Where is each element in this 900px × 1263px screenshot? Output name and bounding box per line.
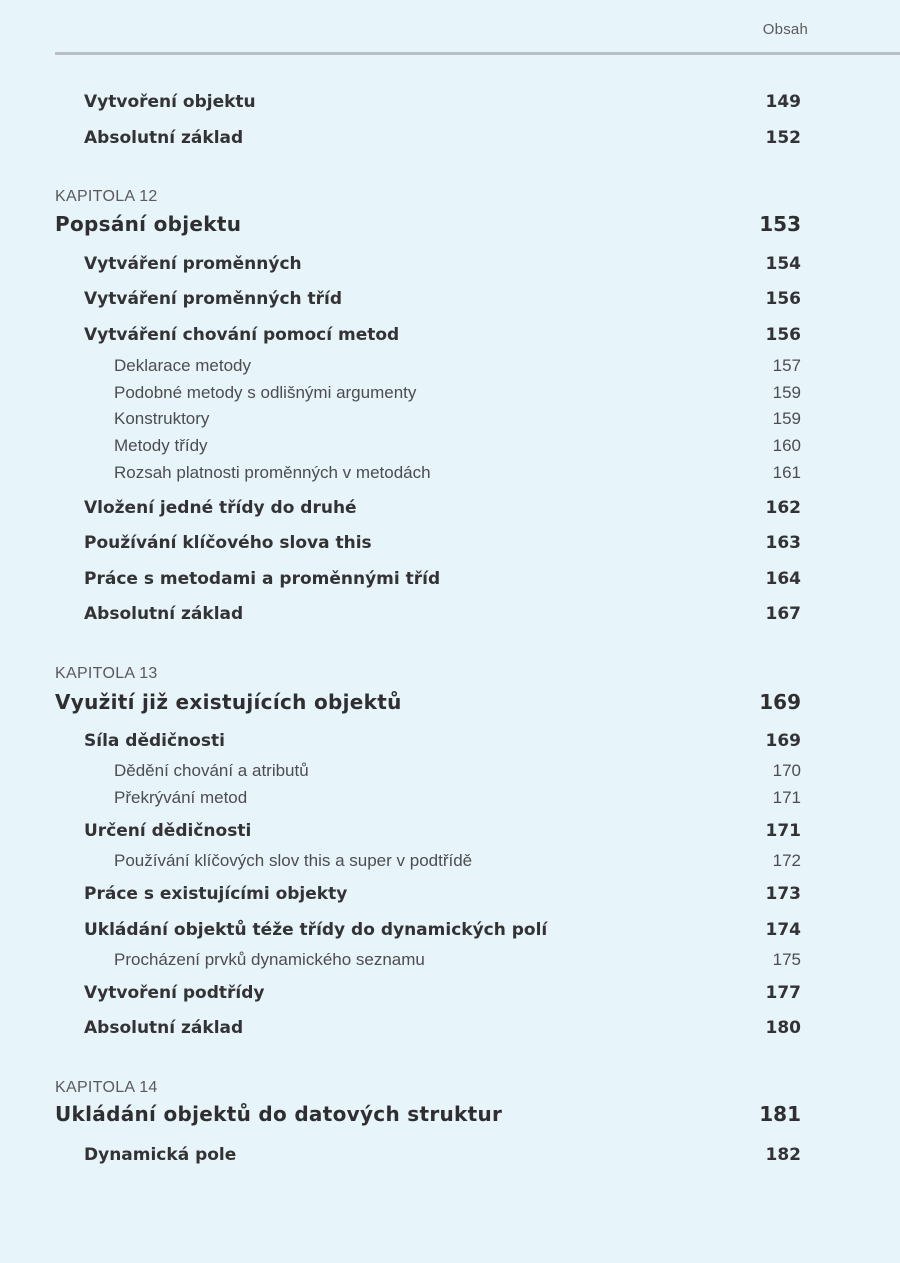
toc-page-number: 159 (772, 409, 801, 428)
toc-label: Práce s existujícími objekty (84, 884, 348, 904)
header-rule (55, 52, 900, 55)
toc-page-number: 154 (765, 254, 801, 274)
toc-label: Vytvoření objektu (84, 92, 256, 112)
running-header: Obsah (762, 21, 808, 38)
toc-label: Ukládání objektů do datových struktur (55, 1102, 503, 1126)
toc-label: Dědění chování a atributů (114, 761, 309, 780)
toc-label: Vytvoření podtřídy (84, 983, 265, 1003)
toc-label: Dynamická pole (84, 1145, 237, 1165)
toc-label: Ukládání objektů téže třídy do dynamických polí (84, 920, 548, 940)
toc-page-number: 171 (772, 788, 801, 807)
toc-label: Vložení jedné třídy do druhé (84, 498, 357, 518)
toc-label: Vytváření proměnných (84, 254, 302, 274)
toc-page-number: 180 (765, 1018, 801, 1038)
toc-page-number: 171 (765, 821, 801, 841)
toc-page-number: 164 (765, 569, 801, 589)
toc-label: Popsání objektu (55, 212, 242, 236)
toc-label: KAPITOLA 12 (55, 188, 158, 205)
toc-page-number: 169 (759, 690, 801, 714)
toc-label: Využití již existujících objektů (55, 690, 402, 714)
toc-page-number: 157 (772, 356, 801, 375)
toc-label: KAPITOLA 13 (55, 665, 158, 682)
toc-label: Překrývání metod (114, 788, 248, 807)
toc-page-number: 175 (772, 950, 801, 969)
toc-page-number: 170 (772, 761, 801, 780)
toc-label: KAPITOLA 14 (55, 1079, 158, 1096)
toc-label: Síla dědičnosti (84, 731, 225, 751)
toc-page-number: 156 (765, 289, 801, 309)
toc-label: Vytváření chování pomocí metod (84, 325, 400, 345)
toc-label: Používání klíčového slova this (84, 533, 372, 553)
toc-page-number: 159 (772, 383, 801, 402)
toc-page-number: 173 (765, 884, 801, 904)
toc-label: Podobné metody s odlišnými argumenty (114, 383, 417, 402)
toc-page-number: 174 (765, 920, 801, 940)
toc-page-number: 149 (765, 92, 801, 112)
toc-page-number: 177 (765, 983, 801, 1003)
toc-page-number: 160 (772, 436, 801, 455)
toc-page-number: 169 (765, 731, 801, 751)
toc-label: Konstruktory (114, 409, 210, 428)
toc-label: Určení dědičnosti (84, 821, 252, 841)
toc-label: Absolutní základ (84, 128, 244, 148)
toc-page-number: 156 (765, 325, 801, 345)
toc-label: Rozsah platnosti proměnných v metodách (114, 463, 431, 482)
toc-page-number: 163 (765, 533, 801, 553)
toc-label: Procházení prvků dynamického seznamu (114, 950, 425, 969)
toc-page-number: 152 (765, 128, 801, 148)
toc-label: Deklarace metody (114, 356, 252, 375)
toc-label: Metody třídy (114, 436, 208, 455)
toc-label: Absolutní základ (84, 1018, 244, 1038)
toc-page-number: 161 (772, 463, 801, 482)
toc-page-number: 172 (772, 851, 801, 870)
toc-page-number: 162 (765, 498, 801, 518)
toc-label: Vytváření proměnných tříd (84, 289, 343, 309)
toc-label: Absolutní základ (84, 604, 244, 624)
toc-page-number: 167 (765, 604, 801, 624)
toc-page-number: 153 (759, 212, 801, 236)
toc-label: Práce s metodami a proměnnými tříd (84, 569, 441, 589)
toc-page-number: 182 (765, 1145, 801, 1165)
toc-page-number: 181 (759, 1102, 801, 1126)
toc-label: Používání klíčových slov this a super v podtřídě (114, 851, 473, 870)
